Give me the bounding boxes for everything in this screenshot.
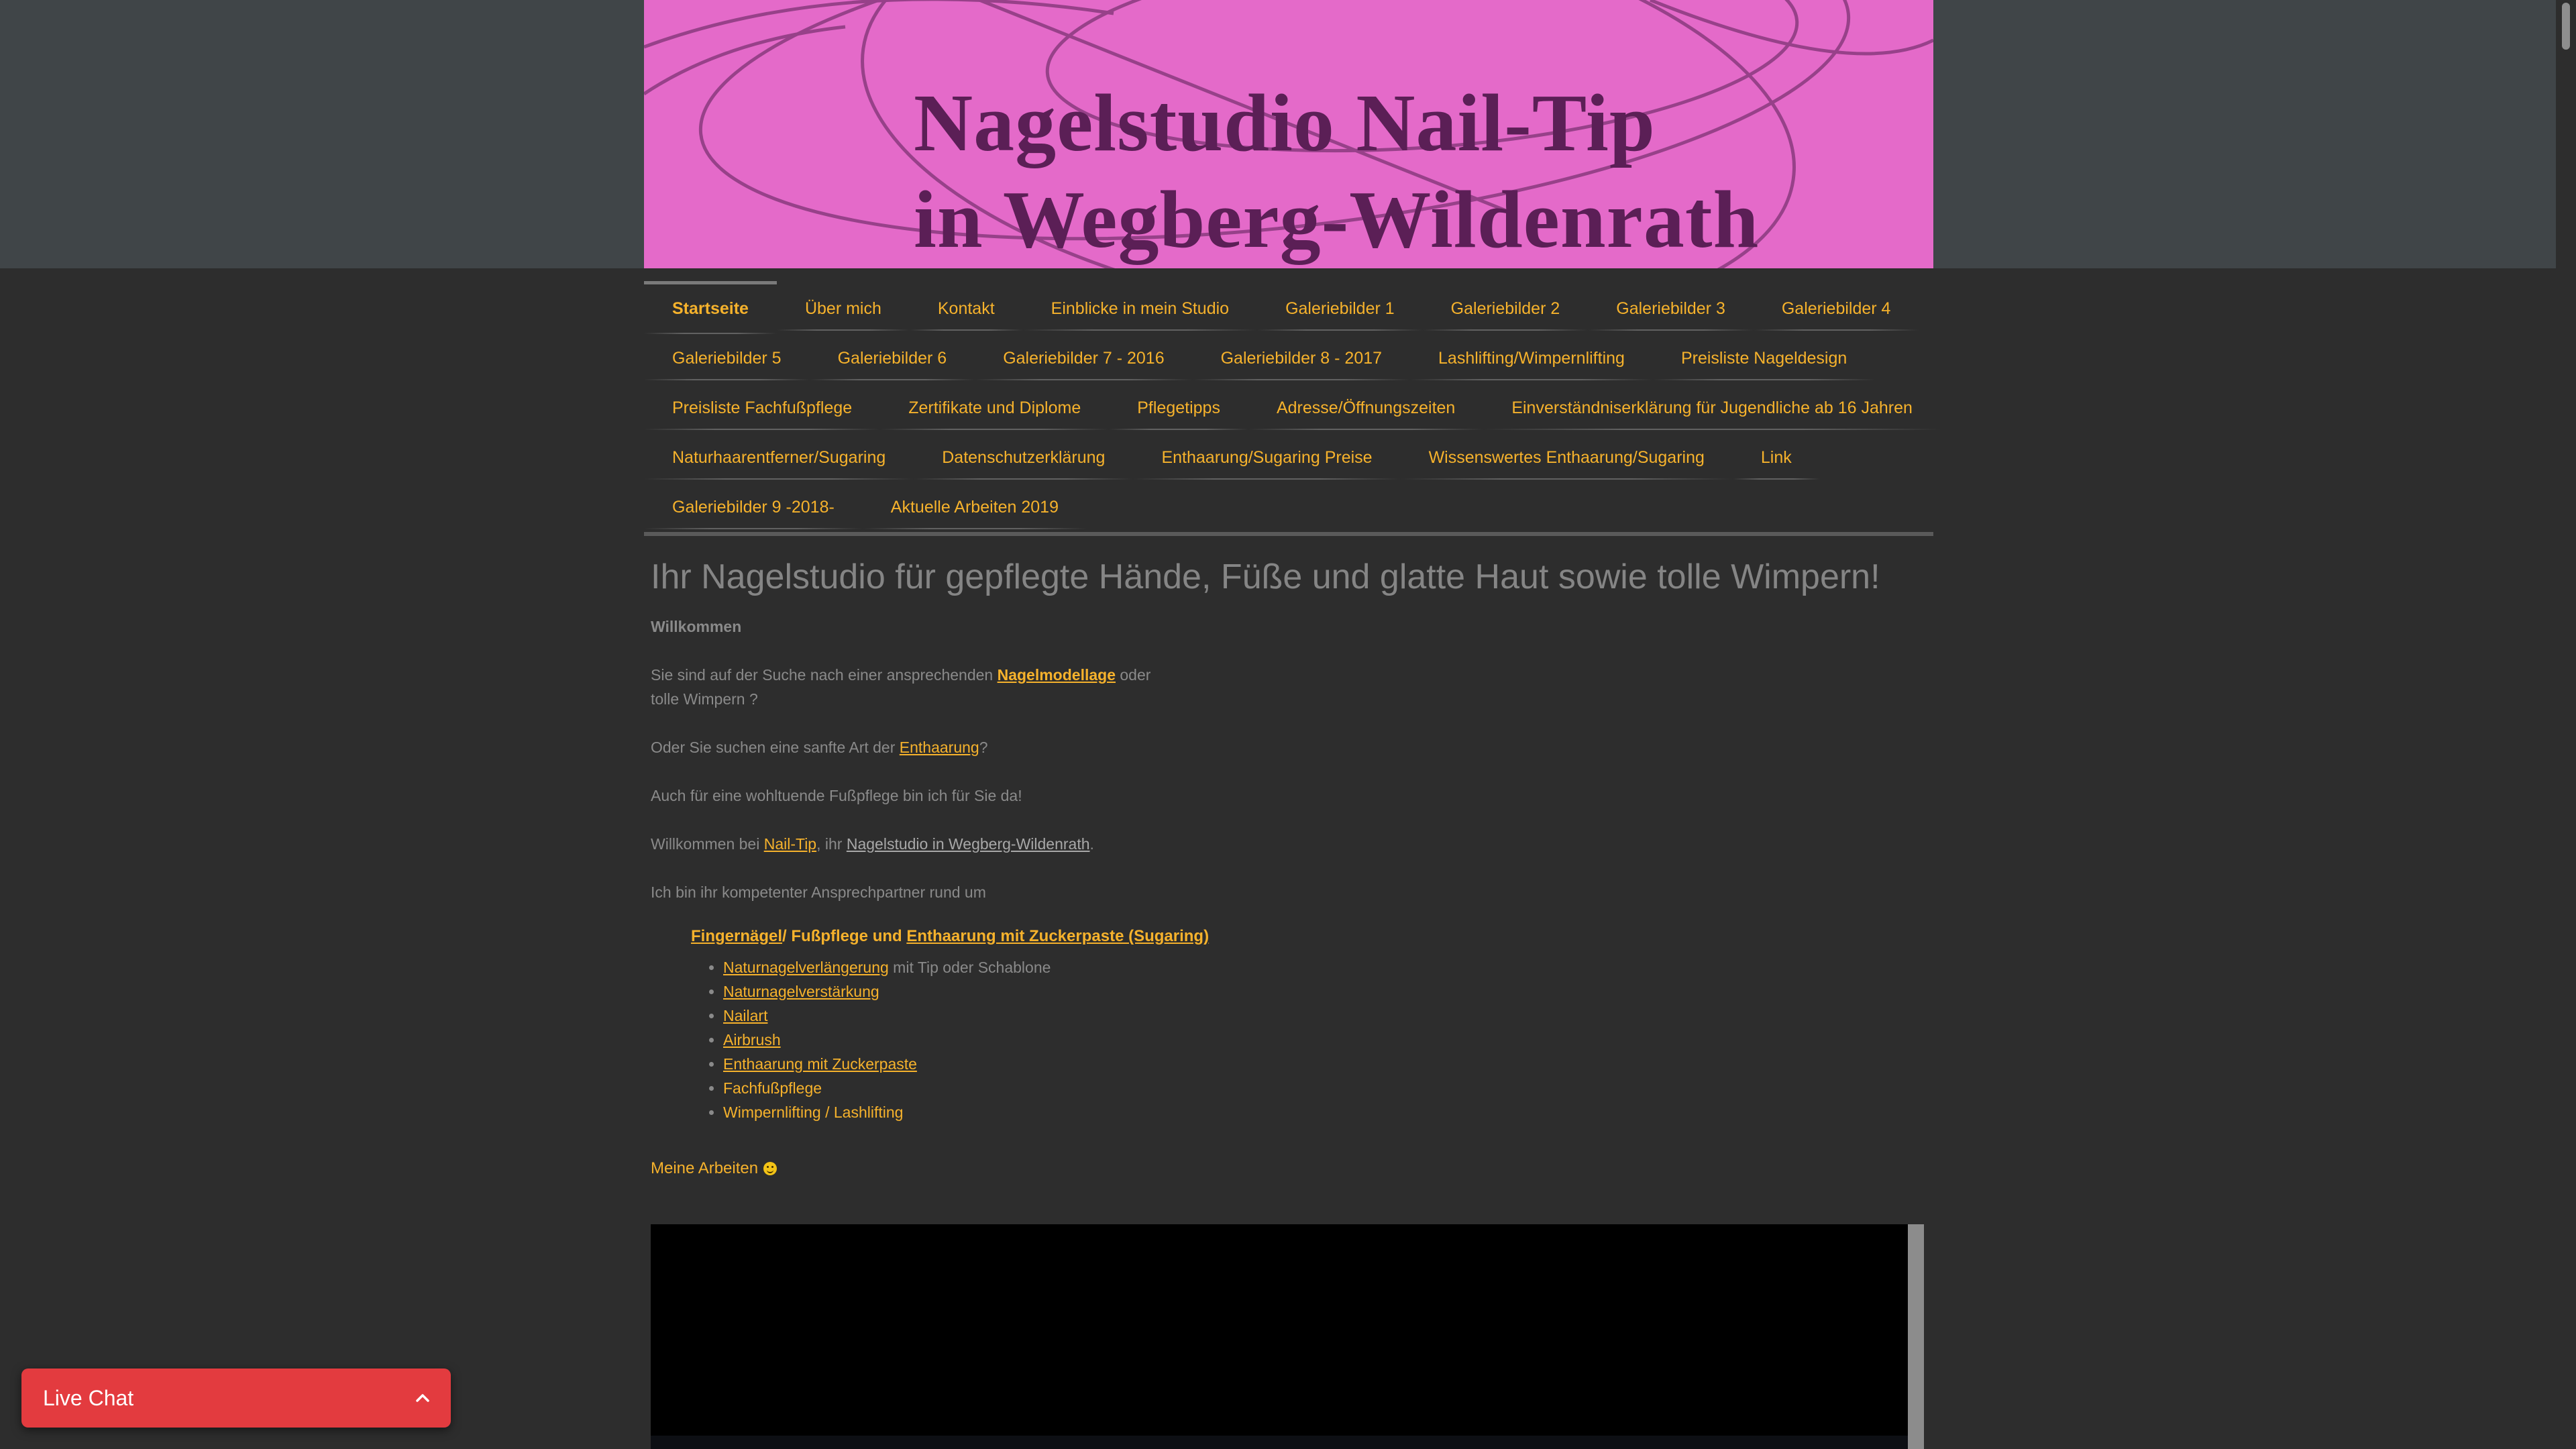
- main-navigation: [644, 281, 1933, 536]
- nav-item-einverstaendniserklaerung[interactable]: Einverständniserklärung für Jugendliche ab 16 Jahren: [1483, 380, 1941, 430]
- nav-item-galeriebilder-2[interactable]: Galeriebilder 2: [1423, 281, 1589, 331]
- list-item: [723, 979, 1051, 1004]
- nav-row-1: [644, 281, 1919, 331]
- nav-item-startseite[interactable]: Startseite: [644, 281, 777, 334]
- nav-item-galeriebilder-1[interactable]: Galeriebilder 1: [1257, 281, 1423, 331]
- sugaring-link[interactable]: Enthaarung mit Zuckerpaste (Sugaring): [906, 927, 1210, 945]
- welcome-heading: Willkommen: [651, 618, 742, 635]
- willkommen-paragraph: [651, 832, 1094, 856]
- nailart-link[interactable]: Nailart: [723, 1007, 768, 1024]
- enthaarung-link[interactable]: Enthaarung: [899, 739, 979, 756]
- nav-row-4: [644, 430, 1820, 480]
- smiley-icon: [763, 1162, 777, 1175]
- list-item: [723, 1076, 1051, 1100]
- site-title: [914, 75, 1759, 268]
- live-chat-label: Live Chat: [43, 1386, 134, 1410]
- ansprechpartner-paragraph: Ich bin ihr kompetenter Ansprechpartner rund um: [651, 883, 986, 901]
- nav-item-link[interactable]: Link: [1733, 430, 1820, 480]
- services-list: [708, 955, 1051, 1124]
- list-item: [723, 1028, 1051, 1052]
- nav-item-galeriebilder-5[interactable]: Galeriebilder 5: [644, 331, 810, 380]
- naturnagelverstaerkung-link[interactable]: Naturnagelverstärkung: [723, 983, 879, 1000]
- willkommen-mid: , ihr: [816, 835, 847, 853]
- airbrush-link[interactable]: Airbrush: [723, 1031, 781, 1049]
- intro-line2: tolle Wimpern ?: [651, 690, 758, 708]
- nav-row-5: [644, 480, 1087, 529]
- nav-item-preisliste-nageldesign[interactable]: Preisliste Nageldesign: [1653, 331, 1875, 380]
- nav-item-galeriebilder-3[interactable]: Galeriebilder 3: [1588, 281, 1754, 331]
- site-title-line1: Nagelstudio Nail-Tip: [914, 78, 1656, 168]
- nav-item-naturhaarentferner[interactable]: Naturhaarentferner/Sugaring: [644, 430, 914, 480]
- nav-item-ueber-mich[interactable]: Über mich: [777, 281, 910, 331]
- list-item: [723, 1004, 1051, 1028]
- enthaarung-text: Oder Sie suchen eine sanfte Art der: [651, 739, 900, 756]
- nav-item-galeriebilder-9[interactable]: Galeriebilder 9 -2018-: [644, 480, 863, 529]
- nav-item-galeriebilder-8[interactable]: Galeriebilder 8 - 2017: [1193, 331, 1410, 380]
- naturnagelverlaengerung-link[interactable]: Naturnagelverlängerung: [723, 959, 889, 976]
- list-item: [723, 1100, 1051, 1124]
- nav-row-2: [644, 331, 1875, 380]
- page-headline: Ihr Nagelstudio für gepflegte Hände, Füße und glatte Haut sowie tolle Wimpern!: [651, 557, 1880, 596]
- nav-item-preisliste-fachfusspflege[interactable]: Preisliste Fachfußpflege: [644, 380, 880, 430]
- embed-scrollbar[interactable]: [1908, 1224, 1924, 1449]
- chevron-up-icon[interactable]: [413, 1389, 432, 1407]
- nav-item-einblicke[interactable]: Einblicke in mein Studio: [1023, 281, 1257, 331]
- nav-item-aktuelle-arbeiten[interactable]: Aktuelle Arbeiten 2019: [863, 480, 1087, 529]
- list-item: [723, 955, 1051, 979]
- nagelmodellage-link[interactable]: Nagelmodellage: [997, 666, 1116, 684]
- nav-row-3: [644, 380, 1941, 430]
- enthaarung-suffix: ?: [979, 739, 988, 756]
- video-preview-strip: [651, 1436, 1908, 1449]
- intro-paragraph: [651, 663, 1150, 711]
- intro-suffix: oder: [1115, 666, 1151, 684]
- services-subheading: [691, 927, 1209, 946]
- meine-arbeiten-heading: [651, 1159, 777, 1178]
- live-chat-widget[interactable]: [21, 1368, 451, 1428]
- willkommen-text: Willkommen bei: [651, 835, 764, 853]
- list-item-text: Fachfußpflege: [723, 1079, 822, 1097]
- enthaarung-paragraph: [651, 735, 988, 759]
- nav-item-datenschutz[interactable]: Datenschutzerklärung: [914, 430, 1133, 480]
- fusspflege-paragraph: Auch für eine wohltuende Fußpflege bin ich für Sie da!: [651, 787, 1022, 804]
- nagelstudio-wegberg-link[interactable]: Nagelstudio in Wegberg-Wildenrath: [846, 835, 1090, 853]
- page-scrollbar[interactable]: [2556, 0, 2576, 1449]
- fingernaegel-link[interactable]: Fingernägel: [691, 927, 783, 945]
- intro-text: Sie sind auf der Suche nach einer ansprechenden: [651, 666, 998, 684]
- nav-item-wissenswertes[interactable]: Wissenswertes Enthaarung/Sugaring: [1401, 430, 1733, 480]
- nav-item-lashlifting[interactable]: Lashlifting/Wimpernlifting: [1410, 331, 1653, 380]
- willkommen-suffix: .: [1089, 835, 1094, 853]
- nav-item-kontakt[interactable]: Kontakt: [910, 281, 1023, 331]
- list-item-text: mit Tip oder Schablone: [888, 959, 1051, 976]
- nav-item-pflegetipps[interactable]: Pflegetipps: [1109, 380, 1248, 430]
- page-scrollbar-thumb[interactable]: [2562, 3, 2570, 50]
- list-item-text: Wimpernlifting / Lashlifting: [723, 1104, 904, 1121]
- nav-item-sugaring-preise[interactable]: Enthaarung/Sugaring Preise: [1133, 430, 1400, 480]
- list-item: [723, 1052, 1051, 1076]
- services-subheading-mid: / Fußpflege und: [782, 927, 907, 945]
- nav-item-galeriebilder-4[interactable]: Galeriebilder 4: [1754, 281, 1919, 331]
- embedded-video-frame[interactable]: [651, 1224, 1908, 1449]
- enthaarung-zuckerpaste-link[interactable]: Enthaarung mit Zuckerpaste: [723, 1055, 917, 1073]
- page-container: [644, 0, 1933, 1449]
- nail-tip-link[interactable]: Nail-Tip: [763, 835, 817, 853]
- nav-item-galeriebilder-6[interactable]: Galeriebilder 6: [810, 331, 975, 380]
- site-title-line2: in Wegberg-Wildenrath: [914, 174, 1760, 265]
- meine-arbeiten-label: Meine Arbeiten: [651, 1159, 759, 1177]
- site-banner: [644, 0, 1933, 268]
- nav-item-zertifikate[interactable]: Zertifikate und Diplome: [880, 380, 1109, 430]
- nav-item-galeriebilder-7[interactable]: Galeriebilder 7 - 2016: [975, 331, 1192, 380]
- nav-item-adresse[interactable]: Adresse/Öffnungszeiten: [1248, 380, 1483, 430]
